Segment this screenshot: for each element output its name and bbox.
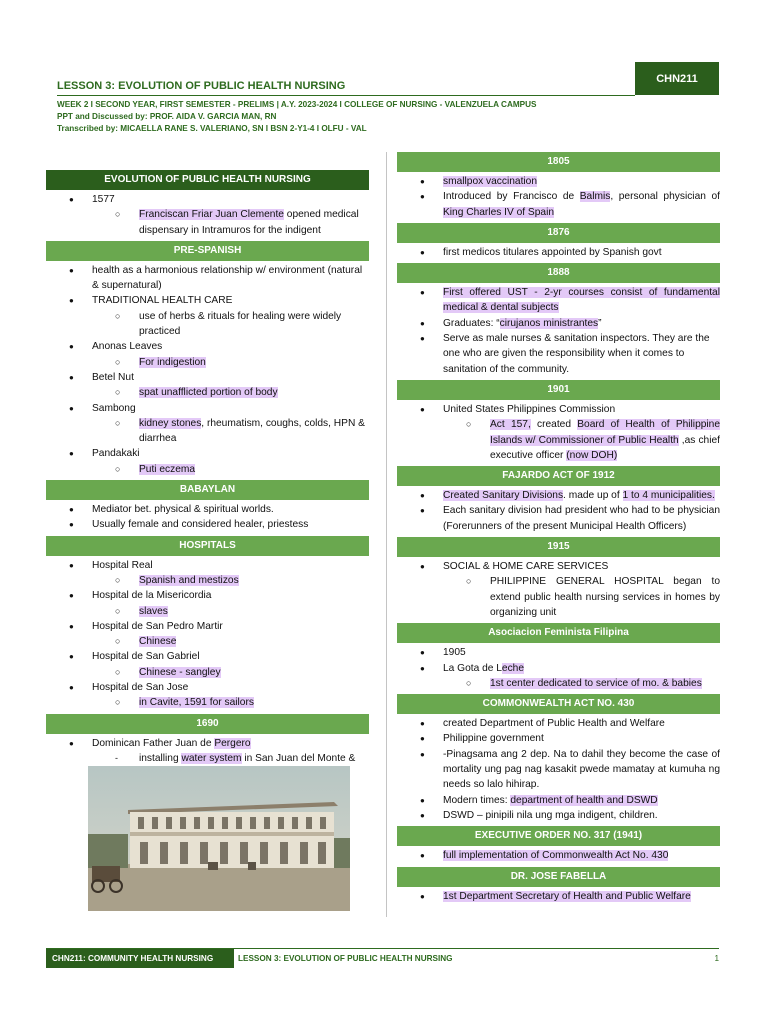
section-header: BABAYLAN [46,480,369,500]
section-header: EXECUTIVE ORDER NO. 317 (1941) [397,826,720,846]
list-item: ● Introduced by Francisco de Balmis, personal physician of King Charles IV of Spain [397,189,720,220]
list-item: ● La Gota de Leche ○ 1st center dedicated to service of mo. & babies [397,661,720,692]
list-item: ● Hospital Real ○ Spanish and mestizos [46,558,369,589]
list-item: ● Modern times: department of health and DSWD [397,793,720,808]
list-item: ● First offered UST - 2-yr courses consist of fundamental medical & dental subjects [397,285,720,316]
title-rule [57,95,635,96]
list-item: ● -Pinagsama ang 2 dep. Na to dahil they become the case of mortality ung pag nag kasakit pwede mamatay at kumuha ng needs so lalo hihirap. [397,747,720,793]
meta-week-line: WEEK 2 I SECOND YEAR, FIRST SEMESTER - PRELIMS | A.Y. 2023-2024 I COLLEGE OF NURSING - VALENZUELA CAMPUS [57,100,537,109]
section-header: 1888 [397,263,720,283]
list-item: ● Hospital de San Pedro Martir ○ Chinese [46,619,369,650]
section-header: 1901 [397,380,720,400]
section-header: DR. JOSE FABELLA [397,867,720,887]
list-item: ● Mediator bet. physical & spiritual worlds. [46,502,369,517]
list-item: ○ Puti eczema [92,462,369,477]
list-item: ○ slaves [92,604,369,619]
list-item: ● 1st Department Secretary of Health and Public Welfare [397,889,720,904]
section-header: HOSPITALS [46,536,369,556]
list-item: ● created Department of Public Health and Welfare [397,716,720,731]
list-item: ● Hospital de la Misericordia ○ slaves [46,588,369,619]
list-item: ● 1577 ○ Franciscan Friar Juan Clemente opened medical dispensary in Intramuros for the indigent [46,192,369,238]
lesson-title: LESSON 3: EVOLUTION OF PUBLIC HEALTH NURSING [57,80,346,92]
section-header: PRE-SPANISH [46,241,369,261]
page-number: 1 [714,954,719,963]
section-1876 [397,223,720,263]
section-1901 [397,380,720,466]
meta-transcribed-by: Transcribed by: MICAELLA RANE S. VALERIANO, SN I BSN 2-Y1-4 I OLFU - VAL [57,124,367,133]
list-item: ● TRADITIONAL HEALTH CARE ○ use of herbs & rituals for healing were widely practiced [46,293,369,339]
list-item: - installing water system in San Juan del Monte & [92,751,369,782]
section-pre-spanish [46,241,369,480]
section-header: 1805 [397,152,720,172]
historical-building-photo [88,766,350,911]
list-item: ● full implementation of Commonwealth Act No. 430 [397,848,720,863]
section-header: COMMONWEALTH ACT NO. 430 [397,694,720,714]
list-item: ● Each sanitary division had president who had to be physician (Forerunners of the present Municipal Health Officers) [397,503,720,534]
list-item: ● SOCIAL & HOME CARE SERVICES ○ PHILIPPINE GENERAL HOSPITAL began to extend public health nursing services in homes by organizing unit [397,559,720,620]
list-item: ○ 1st center dedicated to service of mo. & babies [443,676,720,691]
section-header: EVOLUTION OF PUBLIC HEALTH NURSING [46,170,369,190]
section-commonwealth-act [397,694,720,826]
list-item: ● health as a harmonious relationship w/ environment (natural & supernatural) [46,263,369,294]
section-dr-jose-fabella [397,867,720,907]
list-item: ● Anonas Leaves ○ For indigestion [46,339,369,370]
list-item: ● DSWD – pinipili nila ung mga indigent, children. [397,808,720,823]
section-1805 [397,152,720,223]
section-1888 [397,263,720,380]
list-item: ○ For indigestion [92,355,369,370]
list-item: ● Usually female and considered healer, priestess [46,517,369,532]
list-item: ○ Chinese [92,634,369,649]
section-hospitals [46,536,369,714]
list-item: ● Philippine government [397,731,720,746]
section-header: Asociacion Feminista Filipina [397,623,720,643]
right-column [397,152,720,907]
list-item: ○ use of herbs & rituals for healing were widely practiced [92,309,369,340]
section-header: 1690 [46,714,369,734]
section-babaylan [46,480,369,536]
list-item: ● smallpox vaccination [397,174,720,189]
section-fajardo-act [397,466,720,537]
list-item: ● first medicos titulares appointed by Spanish govt [397,245,720,260]
list-item: ○ Chinese - sangley [92,665,369,680]
section-asociacion-feminista [397,623,720,694]
section-header: 1915 [397,537,720,557]
left-column [46,152,369,785]
meta-discussed-by: PPT and Discussed by: PROF. AIDA V. GARCIA MAN, RN [57,112,277,121]
section-1915 [397,537,720,623]
list-item: ○ Franciscan Friar Juan Clemente opened medical dispensary in Intramuros for the indigent [92,207,369,238]
list-item: ● United States Philippines Commission ○ Act 157, created Board of Health of Philippine Islands w/ Commissioner of Public Health ,as chief executive officer (now DOH) [397,402,720,463]
list-item: ○ Act 157, created Board of Health of Philippine Islands w/ Commissioner of Public Health ,as chief executive officer (now DOH) [443,417,720,463]
course-code-badge: CHN211 [635,62,719,95]
section-header: 1876 [397,223,720,243]
list-item: ○ kidney stones, rheumatism, coughs, colds, HPN & diarrhea [92,416,369,447]
document-meta [57,99,537,135]
list-item: ● Created Sanitary Divisions. made up of 1 to 4 municipalities. [397,488,720,503]
list-item: ● Betel Nut ○ spat unafflicted portion of body [46,370,369,401]
section-evolution [46,170,369,241]
list-item: ● Hospital de San Gabriel ○ Chinese - sangley [46,649,369,680]
list-item: ● Dominican Father Juan de Pergero - installing water system in San Juan del Monte & [46,736,369,782]
footer-lesson: LESSON 3: EVOLUTION OF PUBLIC HEALTH NURSING [238,954,453,963]
list-item: ● Serve as male nurses & sanitation inspectors. They are the one who are given the responsibility when it comes to sanitation of the community. [397,331,720,377]
list-item: ○ spat unafflicted portion of body [92,385,369,400]
section-executive-order-317 [397,826,720,866]
list-item: ○ in Cavite, 1591 for sailors [92,695,369,710]
list-item: ● Graduates: “cirujanos ministrantes” [397,316,720,331]
list-item: ● 1905 [397,645,720,660]
list-item: ● Sambong ○ kidney stones, rheumatism, coughs, colds, HPN & diarrhea [46,401,369,447]
section-header: FAJARDO ACT OF 1912 [397,466,720,486]
list-item: ○ PHILIPPINE GENERAL HOSPITAL began to extend public health nursing services in homes by organizing unit [443,574,720,620]
list-item: ○ Spanish and mestizos [92,573,369,588]
column-divider [386,152,387,917]
footer-course: CHN211: COMMUNITY HEALTH NURSING [46,949,234,968]
list-item: ● Hospital de San Jose ○ in Cavite, 1591 for sailors [46,680,369,711]
list-item: ● Pandakaki ○ Puti eczema [46,446,369,477]
